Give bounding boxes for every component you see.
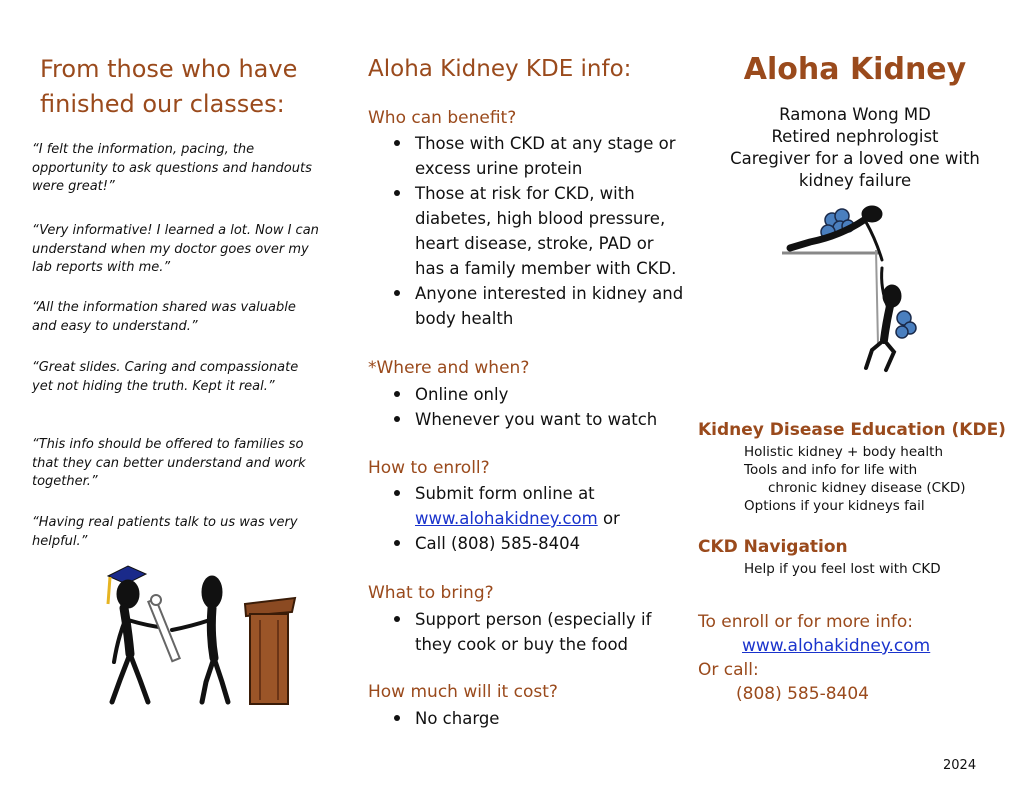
bring-heading: What to bring? [368, 583, 494, 603]
who-heading: Who can benefit? [368, 108, 517, 128]
podium-icon [245, 598, 295, 704]
testimonial-quote: “Having real patients talk to us was very helpful.” [32, 515, 298, 549]
list-item: Call (808) 585-8404 [390, 531, 685, 556]
testimonials-heading [40, 52, 330, 122]
who-list [390, 131, 685, 331]
contact-phone: (808) 585-8404 [736, 684, 869, 704]
list-item: Support person (especially if they cook or buy the food [390, 607, 685, 657]
testimonial-quote: “I felt the information, pacing, the opportunity to ask questions and handouts were great!” [32, 142, 312, 194]
enroll-or-text: or [597, 509, 620, 528]
caregiver-line1: Caregiver for a loved one with [730, 149, 980, 168]
testimonials-heading-line2: finished our classes: [40, 90, 285, 118]
backpack-icon [896, 311, 916, 338]
cost-list [390, 706, 685, 731]
footer-year: 2024 [943, 758, 977, 773]
testimonial-quote: “This info should be offered to families so that they can better understand and work together.” [32, 437, 306, 489]
list-item: Online only [390, 382, 685, 407]
website-link[interactable]: www.alohakidney.com [415, 509, 598, 528]
list-item [390, 481, 685, 531]
list-item: Whenever you want to watch [390, 407, 685, 432]
graduation-illustration [100, 562, 300, 712]
contact-website-link[interactable]: www.alohakidney.com [742, 636, 931, 656]
ckd-nav-heading: CKD Navigation [698, 537, 848, 557]
where-list [390, 382, 685, 432]
list-item: Those at risk for CKD, with diabetes, high blood pressure, heart disease, stroke, PAD or has a family member with CKD. [390, 181, 685, 281]
testimonials-heading-line1: From those who have [40, 55, 298, 83]
cost-heading: How much will it cost? [368, 682, 558, 702]
testimonial-quote: “All the information shared was valuable and easy to understand.” [32, 300, 296, 334]
presenter-figure-icon [172, 576, 228, 702]
kde-line: chronic kidney disease (CKD) [768, 480, 966, 496]
kde-line: Options if your kidneys fail [744, 498, 925, 514]
ckd-nav-line: Help if you feel lost with CKD [744, 561, 941, 577]
enroll-online-text: Submit form online at [415, 484, 595, 503]
where-heading: *Where and when? [368, 358, 530, 378]
brand-title: Aloha Kidney [743, 52, 967, 87]
testimonial-quote: “Great slides. Caring and compassionate yet not hiding the truth. Kept it real.” [32, 360, 299, 394]
list-item: Those with CKD at any stage or excess urine protein [390, 131, 685, 181]
enroll-heading: How to enroll? [368, 458, 490, 478]
kde-section-heading: Kidney Disease Education (KDE) [698, 420, 1006, 440]
climber-icon [866, 268, 916, 370]
list-item: Anyone interested in kidney and body health [390, 281, 685, 331]
bring-list [390, 607, 685, 657]
climbers-illustration [780, 200, 920, 375]
author-name: Ramona Wong MD [779, 105, 931, 124]
list-item: No charge [390, 706, 685, 731]
contact-heading: To enroll or for more info: [698, 612, 914, 632]
kde-line: Holistic kidney + body health [744, 444, 943, 460]
author-role: Retired nephrologist [771, 127, 939, 146]
contact-call-label: Or call: [698, 660, 759, 680]
testimonial-quote: “Very informative! I learned a lot. Now I can understand when my doctor goes over my lab reports with me.” [32, 223, 319, 275]
kde-info-heading: Aloha Kidney KDE info: [368, 56, 632, 82]
enroll-list [390, 481, 685, 556]
caregiver-line2: kidney failure [798, 171, 912, 190]
kde-line: Tools and info for life with [744, 462, 918, 478]
graduate-figure-icon [108, 566, 166, 702]
